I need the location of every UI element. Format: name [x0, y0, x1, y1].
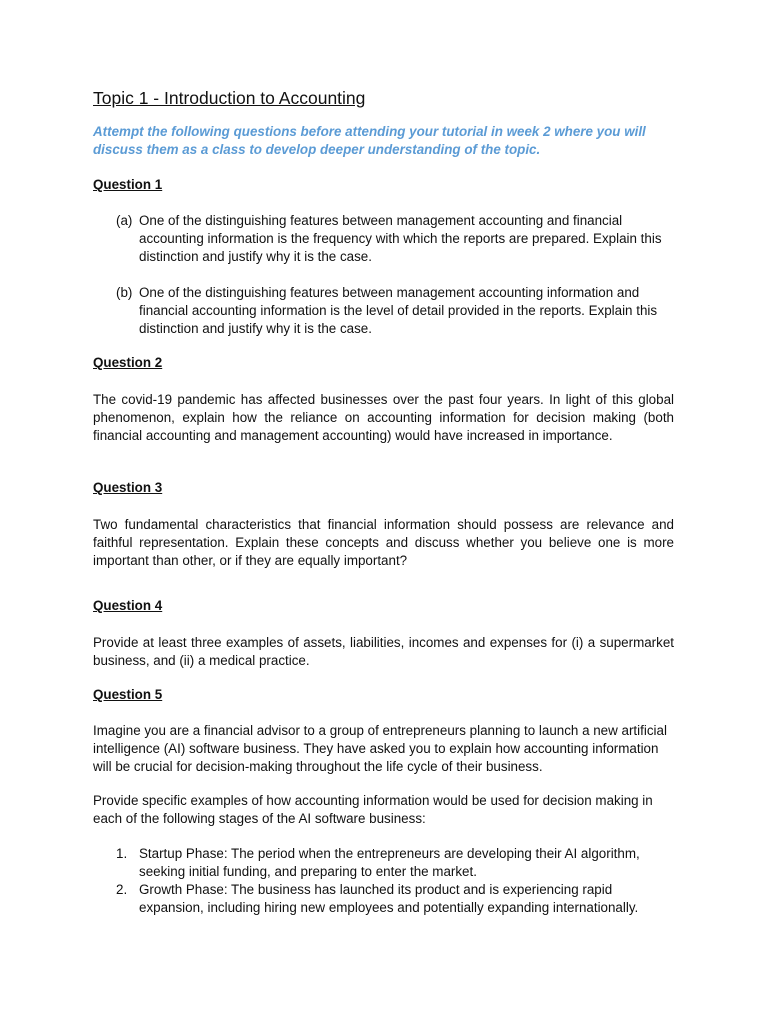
part-b-marker: (b) — [116, 285, 133, 300]
list-item-2-text: Growth Phase: The business has launched its product and is experiencing rapid expansion, including hiring new employees and potentially expanding internationally. — [139, 882, 639, 915]
question-3-text: Two fundamental characteristics that financial information should possess are relevance and faithful representation. Explain these concepts and discuss whether you believe one is more important than other, or if they are equally important? — [93, 517, 674, 568]
list-item-2-marker: 2. — [116, 882, 128, 897]
part-a-marker: (a) — [116, 213, 133, 228]
question-1-heading: Question 1 — [93, 177, 163, 192]
list-item-1-text: Startup Phase: The period when the entrepreneurs are developing their AI algorithm, seeking initial funding, and preparing to enter the market. — [139, 846, 640, 879]
question-4-text: Provide at least three examples of assets, liabilities, incomes and expenses for (i) a supermarket business, and (ii) a medical practice. — [93, 635, 674, 668]
question-2-text: The covid-19 pandemic has affected businesses over the past four years. In light of this global phenomenon, explain how the reliance on accounting information for decision making (both financial accounting and management accounting) would have increased in importance. — [93, 392, 674, 443]
page-title: Topic 1 - Introduction to Accounting — [93, 88, 366, 108]
part-a-text: One of the distinguishing features between management accounting and financial accounting information is the frequency with which the reports are prepared. Explain this distinction and justify why it is the case. — [139, 213, 662, 264]
question-4-heading: Question 4 — [93, 598, 163, 613]
part-b-text: One of the distinguishing features between management accounting information and financial accounting information is the level of detail provided in the reports. Explain this distinction and justify why it is the case. — [139, 285, 658, 336]
question-5-heading: Question 5 — [93, 687, 163, 702]
question-3-heading: Question 3 — [93, 480, 163, 495]
question-2-heading: Question 2 — [93, 355, 163, 370]
question-1-part-a — [116, 212, 666, 266]
intro-instructions: Attempt the following questions before attending your tutorial in week 2 where you will discuss them as a class to develop deeper understanding of the topic. — [93, 124, 646, 157]
list-item-1-marker: 1. — [116, 846, 128, 861]
question-5-instructions: Provide specific examples of how accounting information would be used for decision making in each of the following stages of the AI software business: — [93, 793, 653, 826]
question-1-part-b — [116, 284, 666, 338]
question-5-scenario: Imagine you are a financial advisor to a group of entrepreneurs planning to launch a new artificial intelligence (AI) software business. They have asked you to explain how accounting information will be crucial for decision-making throughout the life cycle of their business. — [93, 723, 667, 774]
list-item-startup-phase — [116, 845, 666, 881]
list-item-growth-phase — [116, 881, 666, 917]
